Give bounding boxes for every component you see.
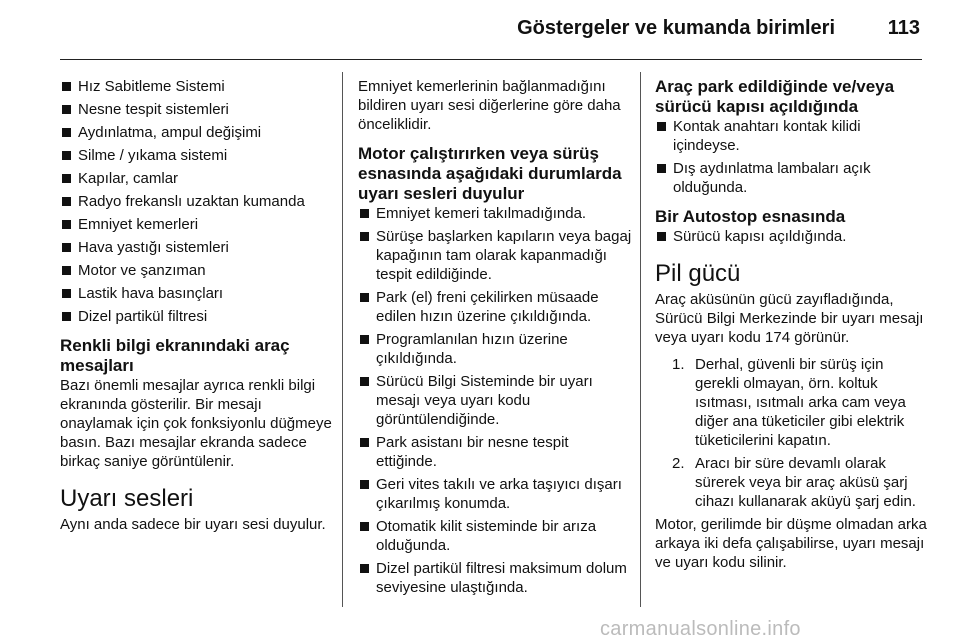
bullet-square-icon bbox=[657, 122, 666, 131]
numbered-steps bbox=[655, 355, 927, 511]
list-item: Hava yastığı sistemleri bbox=[60, 238, 335, 257]
bullet-square-icon bbox=[360, 335, 369, 344]
list-item: Dizel partikül filtresi bbox=[60, 307, 335, 326]
list-item: Dizel partikül filtresi maksimum dolum seviyesine ulaştığında. bbox=[358, 559, 633, 597]
chapter-heading: Pil gücü bbox=[655, 260, 741, 287]
list-item: Aydınlatma, ampul değişimi bbox=[60, 123, 335, 142]
list-item: Otomatik kilit sisteminde bir arıza olduğunda. bbox=[358, 517, 633, 555]
paragraph: Araç aküsünün gücü zayıfladığında, Sürücü Bilgi Merkezinde bir uyarı mesajı veya uyarı kodu 174 görünür. bbox=[655, 291, 924, 346]
paragraph: Motor, gerilimde bir düşme olmadan arka arkaya iki defa çalışabilirse, uyarı mesajı ve uyarı kodu silinir. bbox=[655, 516, 927, 571]
bullet-square-icon bbox=[62, 82, 71, 91]
column-divider bbox=[342, 72, 343, 607]
paragraph: Aynı anda sadece bir uyarı sesi duyulur. bbox=[60, 516, 326, 533]
list-item: Park (el) freni çekilirken müsaade edilen hızın üzerine çıkıldığında. bbox=[358, 288, 633, 326]
bullet-square-icon bbox=[360, 438, 369, 447]
list-item: Kapılar, camlar bbox=[60, 169, 335, 188]
condition-list bbox=[655, 117, 927, 197]
list-item: Emniyet kemerleri bbox=[60, 215, 335, 234]
bullet-square-icon bbox=[62, 174, 71, 183]
list-item: Lastik hava basınçları bbox=[60, 284, 335, 303]
section-heading: Renkli bilgi ekranındaki araç mesajları bbox=[60, 336, 290, 375]
chapter-heading: Uyarı sesleri bbox=[60, 485, 194, 512]
bullet-square-icon bbox=[62, 312, 71, 321]
bullet-square-icon bbox=[62, 289, 71, 298]
bullet-square-icon bbox=[657, 232, 666, 241]
list-item: Sürücü Bilgi Sisteminde bir uyarı mesajı veya uyarı kodu görüntülendiğinde. bbox=[358, 372, 633, 429]
column-2 bbox=[358, 77, 633, 601]
section-heading: Araç park edildiğinde ve/veya sürücü kapısı açıldığında bbox=[655, 77, 895, 116]
condition-list bbox=[655, 227, 927, 246]
header-divider bbox=[60, 59, 922, 60]
column-divider bbox=[640, 72, 641, 607]
bullet-square-icon bbox=[62, 105, 71, 114]
topic-list bbox=[60, 77, 335, 326]
watermark: carmanualsonline.info bbox=[600, 618, 801, 640]
list-item: Silme / yıkama sistemi bbox=[60, 146, 335, 165]
list-item: 2. Aracı bir süre devamlı olarak sürerek veya bir araç aküsü şarj cihazı kullanarak aküyü şarj edin. bbox=[672, 455, 916, 510]
bullet-square-icon bbox=[360, 293, 369, 302]
list-item: 1. Derhal, güvenli bir sürüş için gerekli olmayan, örn. koltuk ısıtması, ısıtmalı arka cam veya diğer ana tüketiciler gibi elektrik tüketicilerini kapatın. bbox=[672, 356, 906, 449]
paragraph: Bazı önemli mesajlar ayrıca renkli bilgi ekranında gösterilir. Bir mesajı onaylamak için çok fonksiyonlu düğmeye basın. Bazı mesajlar ekranda sadece birkaç saniye görüntülenir. bbox=[60, 377, 332, 470]
bullet-square-icon bbox=[360, 480, 369, 489]
bullet-square-icon bbox=[360, 564, 369, 573]
column-1 bbox=[60, 77, 335, 534]
bullet-square-icon bbox=[360, 377, 369, 386]
bullet-square-icon bbox=[62, 266, 71, 275]
list-item: Kontak anahtarı kontak kilidi içindeyse. bbox=[655, 117, 927, 155]
bullet-square-icon bbox=[62, 197, 71, 206]
list-item: Radyo frekanslı uzaktan kumanda bbox=[60, 192, 335, 211]
section-heading: Bir Autostop esnasında bbox=[655, 207, 846, 226]
bullet-square-icon bbox=[657, 164, 666, 173]
list-item: Sürüşe başlarken kapıların veya bagaj kapağının tam olarak kapanmadığı tespit edildiğinde. bbox=[358, 227, 633, 284]
list-item: Nesne tespit sistemleri bbox=[60, 100, 335, 119]
page-header-title: Göstergeler ve kumanda birimleri bbox=[517, 17, 835, 39]
bullet-square-icon bbox=[360, 209, 369, 218]
list-item: Sürücü kapısı açıldığında. bbox=[655, 227, 927, 246]
column-3 bbox=[655, 77, 927, 572]
bullet-square-icon bbox=[62, 128, 71, 137]
section-heading: Motor çalıştırırken veya sürüş esnasında aşağıdaki durumlarda uyarı sesleri duyulur bbox=[358, 144, 622, 203]
list-item: Motor ve şanzıman bbox=[60, 261, 335, 280]
list-item: Park asistanı bir nesne tespit ettiğinde. bbox=[358, 433, 633, 471]
bullet-square-icon bbox=[360, 232, 369, 241]
list-item: Dış aydınlatma lambaları açık olduğunda. bbox=[655, 159, 927, 197]
list-item: Programlanılan hızın üzerine çıkıldığında. bbox=[358, 330, 633, 368]
list-item: Hız Sabitleme Sistemi bbox=[60, 77, 335, 96]
condition-list bbox=[358, 204, 633, 597]
bullet-square-icon bbox=[62, 243, 71, 252]
page-number: 113 bbox=[887, 17, 920, 39]
bullet-square-icon bbox=[62, 151, 71, 160]
bullet-square-icon bbox=[62, 220, 71, 229]
paragraph: Emniyet kemerlerinin bağlanmadığını bildiren uyarı sesi diğerlerine göre daha önceliklidir. bbox=[358, 78, 621, 133]
bullet-square-icon bbox=[360, 522, 369, 531]
list-item: Emniyet kemeri takılmadığında. bbox=[358, 204, 633, 223]
list-item: Geri vites takılı ve arka taşıyıcı dışarı çıkarılmış konumda. bbox=[358, 475, 633, 513]
